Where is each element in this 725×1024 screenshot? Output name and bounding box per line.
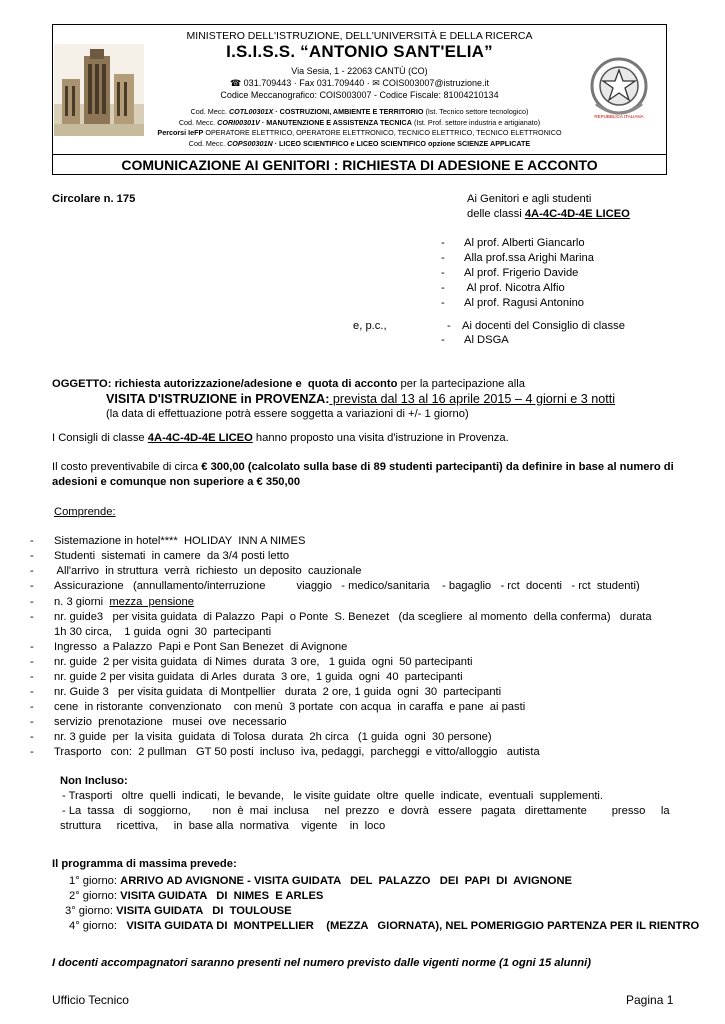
- comprende-item: Sistemazione in hotel**** HOLIDAY INN A NIMES: [54, 535, 306, 547]
- footer-page-number: Pagina 1: [626, 993, 674, 1007]
- non-incluso-line2: - La tassa di soggiorno, non è mai inclusa nel prezzo e dovrà essere pagata direttamente presso la: [62, 805, 670, 817]
- comprende-bullet: -: [30, 580, 34, 592]
- consigli-line: I Consigli di classe 4A-4C-4D-4E LICEO hanno proposto una visita d'istruzione in Provenza.: [52, 432, 509, 444]
- comprende-item-text: n. 3 giorni: [54, 596, 110, 608]
- school-contacts: ☎ 031.709443 · Fax 031.709440 · ✉ COIS003007@istruzione.it: [229, 78, 490, 88]
- comprende-bullet: -: [30, 731, 34, 743]
- comprende-bullet: -: [30, 611, 34, 623]
- document-title: COMUNICAZIONE AI GENITORI : RICHIESTA DI ADESIONE E ACCONTO: [121, 157, 598, 173]
- teacher-item: Al prof. Ragusi Antonino: [464, 297, 585, 309]
- non-incluso-line3: struttura ricettiva, in base alla normativa vigente in loco: [60, 820, 386, 832]
- section-line-1: Cod. Mecc. COTL00301X · COSTRUZIONI, AMBIENTE E TERRITORIO (Ist. Tecnico settore tecnologico): [190, 107, 529, 116]
- comprende-item: Studenti sistemati in camere da 3/4 posti letto: [54, 550, 290, 562]
- comprende-bullet: -: [30, 565, 34, 577]
- ministry-name: MINISTERO DELL'ISTRUZIONE, DELL'UNIVERSITÀ E DELLA RICERCA: [186, 30, 533, 42]
- comprende-bullet: -: [30, 746, 34, 758]
- guide-continuation: 1h 30 circa, 1 guida ogni 30 partecipanti: [54, 626, 272, 638]
- comprende-item: Ingresso a Palazzo Papi e Pont San Benezet di Avignone: [54, 641, 348, 653]
- section-line-4: Cod. Mecc. COPS00301N · LICEO SCIENTIFICO e LICEO SCIENTIFICO opzione SCIENZE APPLICATE: [188, 139, 531, 148]
- date-note: (la data di effettuazione potrà essere soggetta a variazioni di +/- 1 giorno): [106, 408, 469, 420]
- school-codes: Codice Meccanografico: COIS003007 - Codice Fiscale: 81004210134: [220, 90, 499, 100]
- emblem-label: REPUBBLICA ITALIANA: [594, 114, 644, 119]
- comprende-item: All'arrivo in struttura verrà richiesto un deposito cauzionale: [54, 565, 362, 577]
- epc-item: Ai docenti del Consiglio di classe: [462, 320, 625, 332]
- comprende-bullet: -: [30, 596, 34, 608]
- comprende-item: nr. guide 2 per visita guidata di Nimes durata 3 ore, 1 guida ogni 50 partecipanti: [54, 656, 473, 668]
- teacher-item: Al prof. Nicotra Alfio: [464, 282, 565, 294]
- comprende-bullet: -: [30, 716, 34, 728]
- programma-day-2: 2° giorno: VISITA GUIDATA DI NIMES E ARLES: [69, 890, 324, 902]
- programma-label: Il programma di massima prevede:: [52, 858, 237, 870]
- non-incluso-label: Non Incluso:: [60, 775, 128, 787]
- costo-line1: Il costo preventivabile di circa € 300,00 (calcolato sulla base di 89 studenti partecipanti) da definire in base al numero di: [52, 461, 674, 473]
- mezza-pensione-text: mezza pensione: [109, 596, 194, 608]
- programma-day-3: 3° giorno: VISITA GUIDATA DI TOULOUSE: [65, 905, 292, 917]
- epc-item: Al DSGA: [464, 334, 509, 346]
- school-name: I.S.I.S.S. “ANTONIO SANT'ELIA”: [226, 42, 493, 61]
- comprende-item: nr. guide3 per visita guidata di Palazzo Papi o Ponte S. Benezet (da sceglierе al momento della conferma) durata: [54, 611, 652, 623]
- teacher-item: Al prof. Frigerio Davide: [464, 267, 579, 279]
- costo-line2: adesioni e comunque non superiore a € 350,00: [52, 476, 301, 488]
- teacher-bullet: -: [441, 297, 445, 309]
- teacher-bullet: -: [441, 267, 445, 279]
- epc-bullet: -: [441, 334, 445, 346]
- recipients-line1: Ai Genitori e agli studenti: [467, 193, 592, 205]
- teacher-bullet: -: [441, 282, 445, 294]
- circolare-number: Circolare n. 175: [52, 193, 136, 205]
- school-address: Via Sesia, 1 - 22063 CANTÙ (CO): [291, 66, 428, 76]
- section-line-3: Percorsi IeFP OPERATORE ELETTRICO, OPERATORE ELETTRONICO, TECNICO ELETTRICO, TECNICO ELETTRONICO: [157, 128, 562, 137]
- comprende-bullet: -: [30, 535, 34, 547]
- comprende-bullet: -: [30, 701, 34, 713]
- programma-day-4: 4° giorno: VISITA GUIDATA DI MONTPELLIER (MEZZA GIORNATA), NEL POMERIGGIO PARTENZA PER IL RIENTRO: [69, 920, 700, 932]
- footer-office: Ufficio Tecnico: [52, 993, 129, 1007]
- visit-line: VISITA D'ISTRUZIONE in PROVENZA: prevista dal 13 al 16 aprile 2015 – 4 giorni e 3 notti: [106, 392, 616, 406]
- section-line-2: Cod. Mecc. CORI00301V · MANUTENZIONE E ASSISTENZA TECNICA (Ist. Prof. settore industria e artigianato): [178, 118, 541, 127]
- docenti-note: I docenti accompagnatori saranno presenti nel numero previsto dalle vigenti norme (1 ogni 15 alunni): [52, 957, 591, 969]
- oggetto-line: OGGETTO: richiesta autorizzazione/adesione e quota di acconto per la partecipazione alla: [52, 378, 525, 390]
- epc-label: e, p.c.,: [353, 320, 387, 332]
- comprende-bullet: -: [30, 550, 34, 562]
- non-incluso-line1: - Trasporti oltre quelli indicati, le bevande, le visite guidate oltre quelle indicate, eventuali supplementi.: [62, 790, 604, 802]
- teacher-bullet: -: [441, 237, 445, 249]
- comprende-item: cene in ristorante convenzionato con menù 3 portate con acqua in caraffa e pane ai pasti: [54, 701, 526, 713]
- comprende-item: nr. 3 guide per la visita guidata di Tolosa durata 2h circa (1 guida ogni 30 persone): [54, 731, 492, 743]
- comprende-item: servizio prenotazione musei ove necessario: [54, 716, 287, 728]
- comprende-item: nr. guide 2 per visita guidata di Arles durata 3 ore, 1 guida ogni 40 partecipanti: [54, 671, 463, 683]
- title-separator: [52, 154, 667, 155]
- comprende-item: [54, 596, 194, 608]
- epc-bullet: -: [447, 320, 451, 332]
- teacher-item: Alla prof.ssa Arighi Marina: [464, 252, 594, 264]
- comprende-item: Trasporto con: 2 pullman GT 50 posti incluso iva, pedaggi, parcheggi e vitto/alloggio autista: [54, 746, 540, 758]
- comprende-bullet: -: [30, 686, 34, 698]
- comprende-item: Assicurazione (annullamento/interruzione viaggio - medico/sanitaria - bagaglio - rct docenti - rct studenti): [54, 580, 640, 592]
- teacher-item: Al prof. Alberti Giancarlo: [464, 237, 585, 249]
- comprende-bullet: -: [30, 641, 34, 653]
- comprende-item: nr. Guide 3 per visita guidata di Montpellier durata 2 ore, 1 guida ogni 30 partecipanti: [54, 686, 502, 698]
- comprende-bullet: -: [30, 656, 34, 668]
- programma-day-1: 1° giorno: ARRIVO AD AVIGNONE - VISITA GUIDATA DEL PALAZZO DEI PAPI DI AVIGNONE: [69, 875, 572, 887]
- comprende-label: Comprende:: [54, 506, 116, 518]
- teacher-bullet: -: [441, 252, 445, 264]
- recipients-line2: delle classi 4A-4C-4D-4E LICEO: [467, 208, 630, 220]
- comprende-bullet: -: [30, 671, 34, 683]
